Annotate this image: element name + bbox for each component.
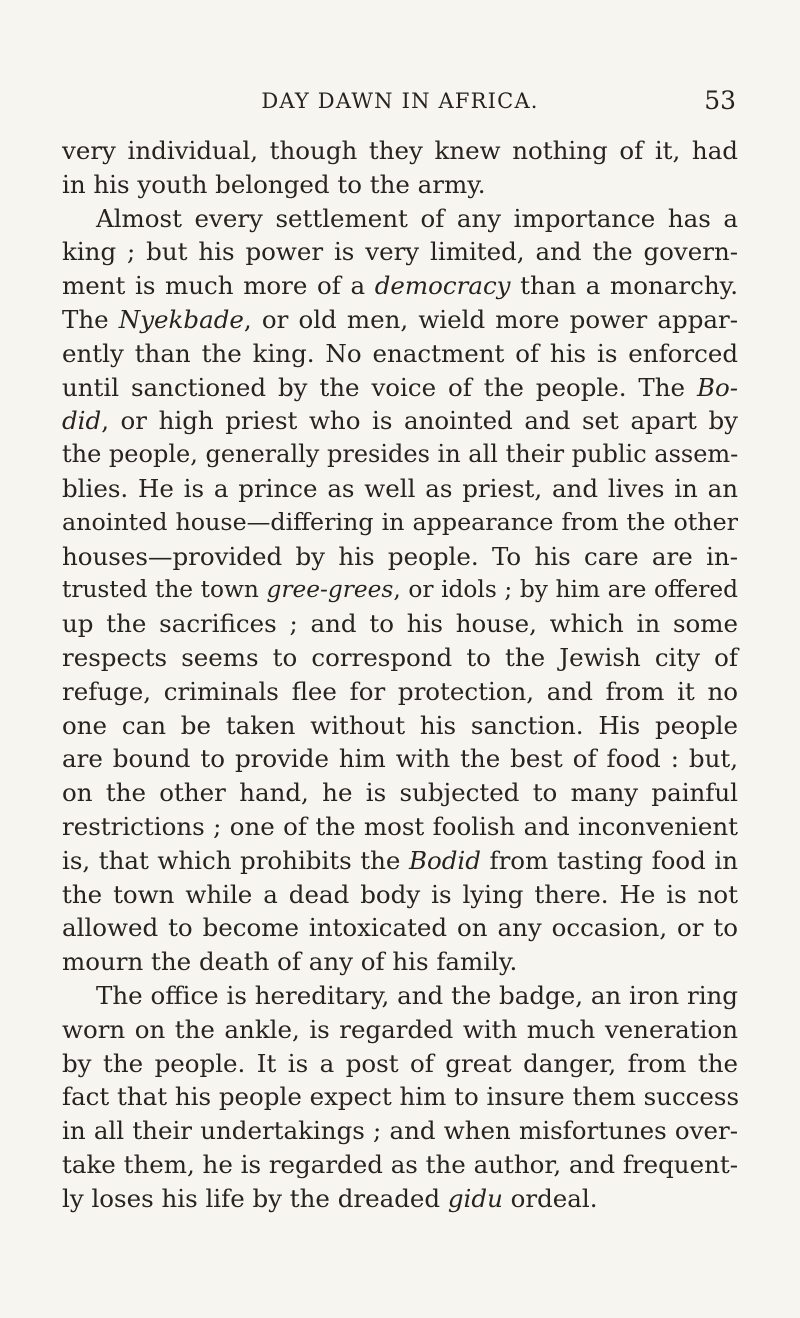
text-run: respects seems to correspond to the Jewish city of: [62, 642, 738, 672]
running-title: DAY DAWN IN AFRICA.: [261, 89, 539, 113]
text-run: in his youth belonged to the army.: [62, 169, 486, 199]
text-line: [62, 506, 738, 540]
text-line: [62, 303, 738, 337]
text-line: [62, 776, 738, 810]
text-run: , or high priest who is anointed and set apart by: [101, 406, 738, 436]
text-line: [62, 337, 738, 371]
text-line: [62, 573, 738, 607]
text-run: the people, generally presides in all their public assem-: [62, 440, 739, 469]
text-line: [62, 742, 738, 776]
page-number: 53: [704, 86, 736, 115]
text-line: [62, 438, 738, 472]
text-run: houses—provided by his people. To his care are in-: [62, 541, 738, 571]
text-run: blies. He is a prince as well as priest, and lives in an: [62, 473, 738, 503]
italic-term: democracy: [374, 271, 511, 301]
italic-term: Bo-: [696, 372, 738, 402]
italic-term: Nyekbade: [118, 304, 244, 334]
text-line: [62, 269, 738, 303]
text-run: king ; but his power is very limited, and the govern-: [62, 237, 738, 267]
italic-term: did: [62, 406, 102, 436]
text-line: [62, 202, 738, 236]
text-run: by the people. It is a post of great danger, from the: [62, 1048, 738, 1078]
text-run: restrictions ; one of the most foolish and inconvenient: [62, 811, 738, 841]
text-run: than a monarchy.: [510, 271, 739, 301]
text-run: are bound to provide him with the best of food : but,: [62, 744, 738, 774]
text-line: [62, 168, 738, 202]
italic-term: gidu: [447, 1183, 503, 1213]
text-run: The office is hereditary, and the badge, an iron ring: [96, 980, 738, 1010]
italic-term: Bodid: [408, 845, 481, 875]
text-line: [62, 1013, 738, 1047]
text-line: [62, 1114, 738, 1148]
text-line: [62, 371, 738, 405]
body-text: [62, 134, 738, 1216]
text-run: from tasting food in: [480, 845, 738, 875]
text-run: until sanctioned by the voice of the people. The: [62, 372, 697, 402]
text-run: , or idols ; by him are offered: [393, 576, 739, 604]
text-line: [62, 675, 738, 709]
text-line: [62, 235, 738, 269]
text-run: anointed house—differing in appearance from the other: [62, 507, 738, 536]
text-run: refuge, criminals flee for protection, and from it no: [62, 676, 738, 706]
text-line: [62, 540, 738, 574]
text-run: up the sacrifices ; and to his house, which in some: [62, 609, 738, 639]
text-line: [62, 979, 738, 1013]
text-run: , or old men, wield more power appar-: [243, 304, 738, 334]
text-run: ordeal.: [502, 1183, 598, 1213]
text-run: mourn the death of any of his family.: [62, 947, 518, 977]
text-line: [62, 1182, 738, 1216]
italic-term: gree-grees: [266, 576, 394, 604]
text-line: [62, 709, 738, 743]
text-run: fact that his people expect him to insure them success: [62, 1082, 740, 1112]
text-run: in all their undertakings ; and when misfortunes over-: [62, 1116, 738, 1146]
text-run: is, that which prohibits the: [62, 845, 409, 875]
text-run: take them, he is regarded as the author, and frequent-: [62, 1149, 738, 1179]
text-line: [62, 641, 738, 675]
text-line: [62, 878, 738, 912]
text-run: the town while a dead body is lying there. He is not: [62, 879, 738, 909]
text-run: Almost every settlement of any importance has a: [96, 203, 738, 233]
text-run: very individual, though they knew nothing of it, had: [62, 136, 738, 165]
text-run: ment is much more of a: [62, 271, 375, 301]
text-line: [62, 472, 738, 506]
text-line: [62, 844, 738, 878]
text-run: on the other hand, he is subjected to many painful: [62, 778, 738, 808]
text-run: ently than the king. No enactment of his is enforced: [62, 338, 738, 368]
text-run: one can be taken without his sanction. His people: [62, 710, 738, 740]
text-run: worn on the ankle, is regarded with much veneration: [62, 1014, 738, 1044]
text-line: [62, 404, 738, 438]
text-line: [62, 134, 738, 168]
text-line: [62, 1148, 738, 1182]
text-line: [62, 945, 738, 979]
text-line: [62, 607, 738, 641]
running-head: [62, 86, 738, 116]
text-run: allowed to become intoxicated on any occasion, or to: [62, 913, 738, 943]
text-line: [62, 810, 738, 844]
text-line: [62, 1047, 738, 1081]
text-run: ly loses his life by the dreaded: [62, 1183, 448, 1213]
text-line: [62, 911, 738, 945]
text-run: The: [62, 304, 119, 334]
text-line: [62, 1080, 738, 1114]
text-run: trusted the town: [62, 576, 267, 604]
